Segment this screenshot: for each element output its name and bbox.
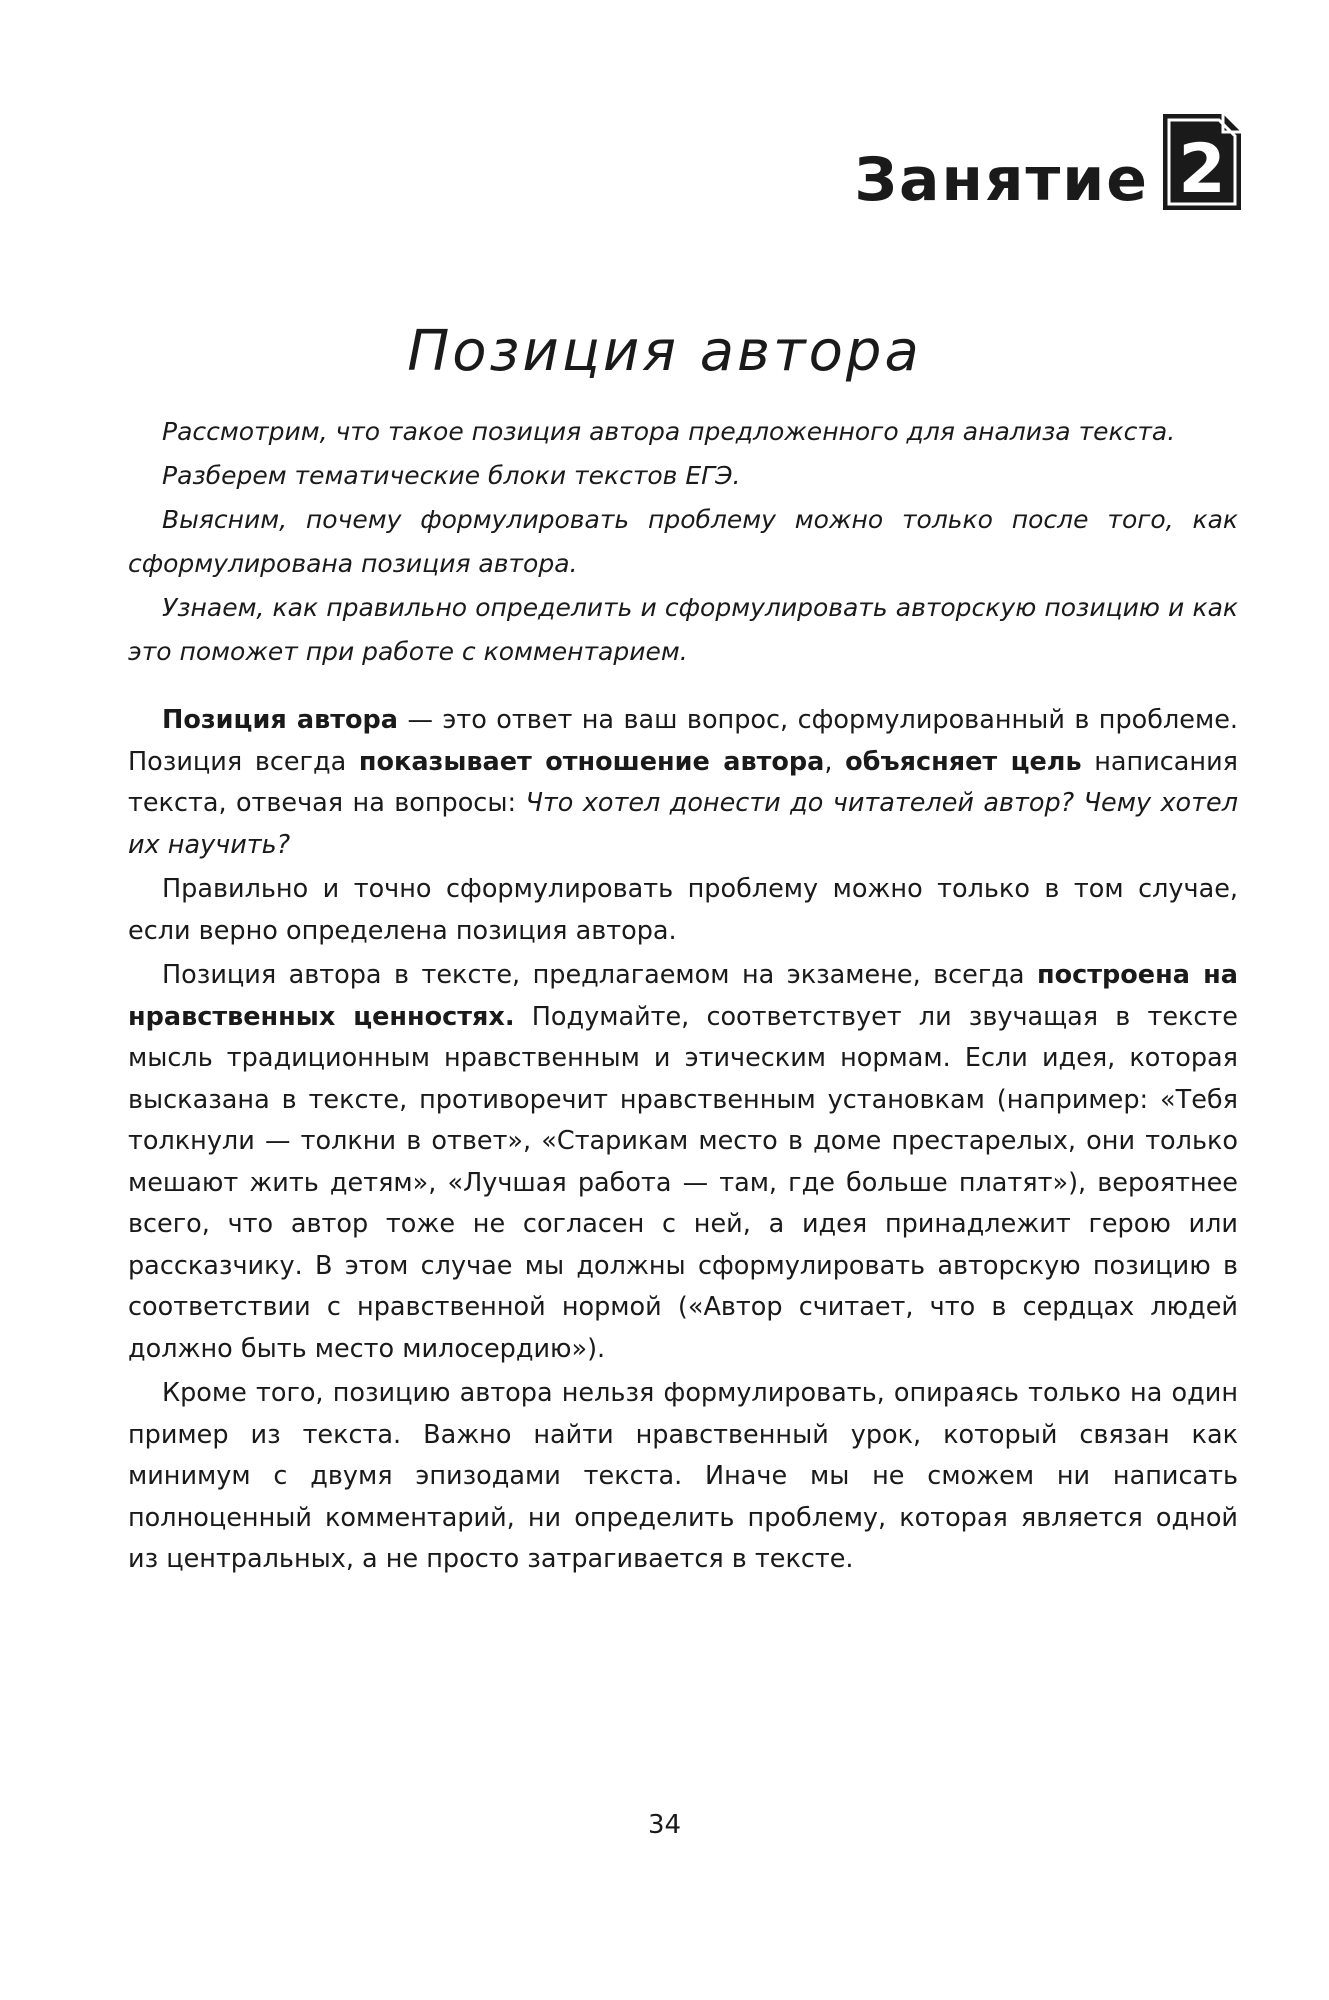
lesson-number-badge xyxy=(1159,110,1245,214)
paragraph: Кроме того, позицию автора нельзя формулировать, опираясь только на один пример из текста. Важно найти нравственный урок, который связан как минимум с двумя эпизодами текста. Иначе мы не сможем ни написать полноценный комментарий, ни определить проблему, которая является одной из центральных, а не просто затрагивается в тексте. xyxy=(128,1378,1238,1574)
lesson-header xyxy=(854,110,1245,214)
goal-item: Выясним, почему формулировать проблему можно только после того, как сформулирована позиция автора. xyxy=(128,505,1238,578)
lesson-goals xyxy=(128,410,1238,674)
page-number: 34 xyxy=(647,1810,682,1840)
lesson-label: Занятие xyxy=(854,145,1149,215)
goal-item: Разберем тематические блоки текстов ЕГЭ. xyxy=(162,461,741,490)
goal-item: Рассмотрим, что такое позиция автора предложенного для анализа текста. xyxy=(162,417,1176,446)
goal-item: Узнаем, как правильно определить и сформулировать авторскую позицию и как это поможет при работе с комментарием. xyxy=(128,593,1238,666)
page-title: Позиция автора xyxy=(407,319,922,384)
main-text xyxy=(128,700,1238,1584)
paragraph: Правильно и точно сформулировать проблему можно только в том случае, если верно определена позиция автора. xyxy=(128,874,1238,946)
term: Позиция автора xyxy=(162,705,399,735)
paragraph-definition: Позиция автора — это ответ на ваш вопрос, сформулированный в проблеме. Позиция всегда показывает отношение автора, объясняет цель написания текста, отвечая на вопросы: Что хотел донести до читателей автор? Чему хотел их научить? xyxy=(128,705,1239,860)
paragraph-moral: Позиция автора в тексте, предлагаемом на экзамене, всегда построена на нравственных ценностях. Подумайте, соответствует ли звучащая в тексте мысль традиционным нравственным и этическим нормам. Если идея, которая высказана в тексте, противоречит нравственным установкам (например: «Тебя толкнули — толкни в ответ», «Старикам место в доме престарелых, они только мешают жить детям», «Лучшая работа — там, где больше платят»), вероятнее всего, что автор тоже не согласен с ней, а идея принадлежит герою или рассказчику. В этом случае мы должны сформулировать авторскую позицию в соответствии с нравственной нормой («Автор считает, что в сердцах людей должно быть место милосердию»). xyxy=(128,960,1238,1364)
lesson-number: 2 xyxy=(1178,130,1226,209)
